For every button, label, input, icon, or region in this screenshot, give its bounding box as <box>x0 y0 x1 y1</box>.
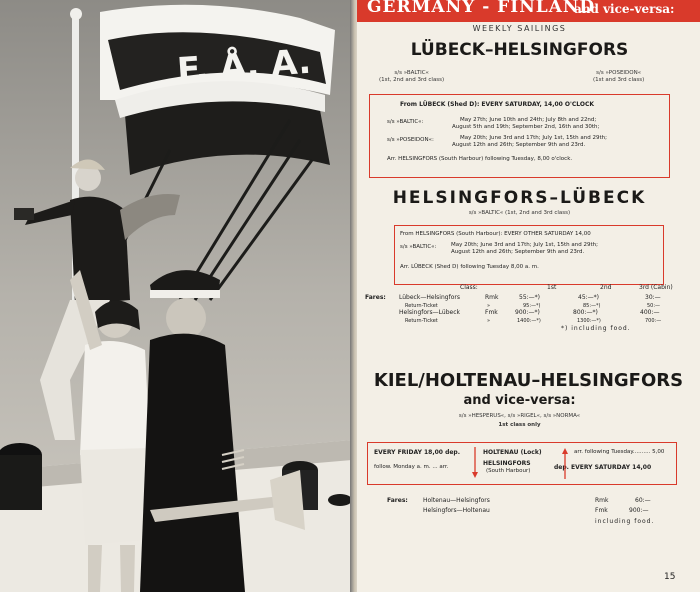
fares1-row4-cur: » <box>487 318 491 324</box>
route1-schedule-box <box>369 94 670 178</box>
route3-left-bottom: follow. Monday a. m. ... arr. <box>374 464 449 470</box>
route1-ship-left <box>379 70 444 84</box>
route3-right-bottom: dep. EVERY SATURDAY 14,00 <box>554 464 652 471</box>
fares1-row1-cur: Rmk <box>485 294 499 301</box>
fares1-row2-cur: » <box>487 303 491 309</box>
fares1-row4-route: Return-Ticket <box>405 318 438 324</box>
route1-baltic-dates-2: August 5th and 19th; September 2nd, 16th and 30th; <box>452 124 600 130</box>
fares1-row2-c2: 85:—*) <box>583 303 601 309</box>
fares1-row3-c2: 800:—*) <box>573 309 598 316</box>
fares1-row2-c3: 50:— <box>647 303 661 309</box>
fares1-row2-route: Return-Ticket <box>405 303 438 309</box>
route1-baltic-dates-1: May 27th; June 10th and 24th; July 8th and 22nd; <box>460 117 597 123</box>
route1-ship-right-name: s/s »POSEIDON« <box>596 70 642 76</box>
fares1-row1-c1: 55:—*) <box>519 294 540 301</box>
up-arrow-icon <box>561 447 569 479</box>
fares1-row4-c2: 1300:—*) <box>577 318 601 324</box>
fares1-row4-c1: 1400:—*) <box>517 318 541 324</box>
route2-baltic-label: s/s »BALTIC«: <box>400 244 437 250</box>
down-arrow-icon <box>471 447 479 479</box>
banner-suffix: and vice-versa: <box>574 2 675 16</box>
fares1-row3-route: Helsingfors—Lübeck <box>399 309 460 316</box>
pole-knob <box>70 8 82 20</box>
fares1-row1-route: Lübeck—Helsingfors <box>399 294 460 301</box>
route3-ships: s/s »HESPERUS«, s/s »RIGEL«, s/s »NORMA« <box>458 413 581 419</box>
route1-poseidon-label: s/s »POSEIDON«: <box>387 137 434 143</box>
fares1-header-1st: 1st <box>547 284 557 291</box>
fares1-row3-cur: Fmk <box>485 309 498 316</box>
fares-table-2 <box>357 497 700 537</box>
fares1-header-class: Class: <box>460 284 478 291</box>
route3-title: KIEL/HOLTENAU–HELSINGFORS <box>373 370 684 391</box>
fares2-label: Fares: <box>387 497 408 504</box>
fares2-row1-route: Holtenau—Helsingfors <box>423 497 490 504</box>
flag <box>100 5 335 175</box>
route1-ship-left-class: (1st, 2nd and 3rd class) <box>379 77 445 83</box>
route1-poseidon-dates-1: May 20th; June 3rd and 17th; July 1st, 15th and 29th; <box>460 135 607 141</box>
banner-title: GERMANY - FINLAND <box>367 0 596 17</box>
route2-ship: s/s »BALTIC« (1st, 2nd and 3rd class) <box>468 210 571 216</box>
fares2-row1-cur: Rmk <box>595 497 609 504</box>
fares2-row2-val: 900:— <box>629 507 649 514</box>
fares1-row3-c1: 900:—*) <box>515 309 540 316</box>
route1-ship-right <box>593 70 644 84</box>
route3-schedule-box <box>367 442 677 485</box>
route2-dates-1: May 20th; June 3rd and 17th; July 1st, 15th and 29th; <box>451 242 598 248</box>
timetable-page <box>357 0 700 592</box>
route1-ship-right-class: (1st and 3rd class) <box>593 77 645 83</box>
fares-table-1 <box>357 284 700 344</box>
route1-baltic-label: s/s »BALTIC«: <box>387 119 424 125</box>
fares1-note: *) including food. <box>561 325 631 332</box>
route3-left-top: EVERY FRIDAY 18,00 dep. <box>374 449 461 456</box>
fares1-row3-c3: 400:— <box>640 309 660 316</box>
route2-title: HELSINGFORS–LÜBECK <box>392 188 647 208</box>
header-banner <box>357 0 700 22</box>
route3-mid-bottom: HELSINGFORS <box>483 460 531 467</box>
fares1-header-2nd: 2nd <box>600 284 612 291</box>
fares1-row1-c3: 30:— <box>645 294 661 301</box>
page-number: 15 <box>664 572 676 582</box>
weekly-sailings-heading: WEEKLY SAILINGS <box>472 24 567 33</box>
flag-lettering: F. Å. A. <box>175 41 313 91</box>
route2-from: From HELSINGFORS (South Harbour): EVERY OTHER SATURDAY 14,00 <box>400 231 591 237</box>
route1-ship-left-name: s/s »BALTIC« <box>394 70 429 76</box>
fares2-row1-val: 60:— <box>635 497 651 504</box>
fares1-row1-c2: 45:—*) <box>578 294 599 301</box>
route3-class: 1st class only <box>498 422 541 428</box>
fares1-header-3rd: 3rd (Cabin) <box>639 284 673 291</box>
fares1-row2-c1: 95:—*) <box>523 303 541 309</box>
route1-arrival: Arr. HELSINGFORS (South Harbour) following Tuesday, 8,00 o'clock. <box>387 156 573 162</box>
route2-dates-2: August 12th and 26th; September 9th and 23rd. <box>451 249 585 255</box>
route1-title: LÜBECK–HELSINGFORS <box>410 40 629 60</box>
route2-arrival: Arr. LÜBECK (Shed D) following Tuesday 8,00 a. m. <box>400 264 539 270</box>
route3-mid-bottom-sub: (South Harbour) <box>486 468 531 474</box>
fares1-label: Fares: <box>365 294 386 301</box>
fares2-note: including food. <box>595 518 655 525</box>
fares2-row2-cur: Fmk <box>595 507 608 514</box>
route2-schedule-box <box>394 225 664 285</box>
route1-poseidon-dates-2: August 12th and 26th; September 9th and 23rd. <box>452 142 586 148</box>
fares2-row2-route: Helsingfors—Holtenau <box>423 507 490 514</box>
fares1-row4-c3: 700:— <box>645 318 662 324</box>
route1-from: From LÜBECK (Shed D): EVERY SATURDAY, 14,00 O'CLOCK <box>400 101 595 108</box>
route3-right-top: arr. following Tuesday.......... 5,00 <box>574 449 665 455</box>
route3-subtitle: and vice-versa: <box>463 393 576 408</box>
route3-mid-top: HOLTENAU (Lock) <box>483 449 542 456</box>
